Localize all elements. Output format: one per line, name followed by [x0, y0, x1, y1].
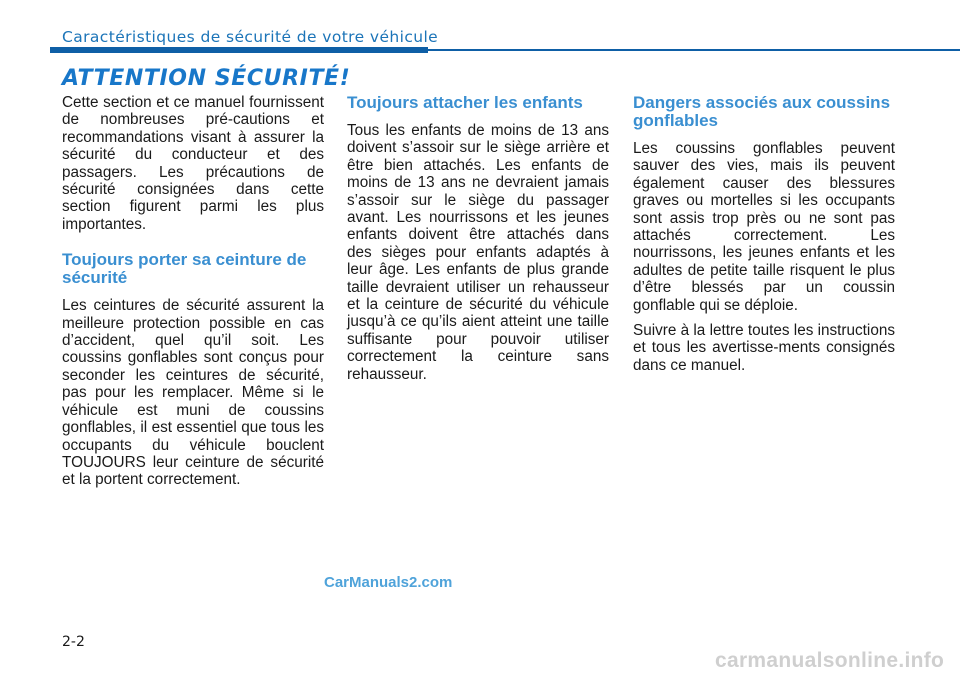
watermark-center[interactable]: CarManuals2.com [324, 574, 453, 591]
children-paragraph: Tous les enfants de moins de 13 ans doivent s’assoir sur le siège arrière et être bien attachés. Les enfants de moins de 13 ans ne devraient jamais s’assoir sur le siège du passager avant. Les nourrissons et les jeunes enfants doivent être attachés dans des sièges pour enfants adaptés à leur âge. Les enfants de plus grande taille devraient utiliser un rehausseur et la ceinture de sécurité du véhicule jusqu’à ce qu’ils aient atteint une taille suffisante pour pouvoir utiliser correctement la ceinture sans rehausseur. [347, 122, 609, 383]
seatbelt-heading: Toujours porter sa ceinture de sécurité [62, 250, 307, 288]
intro-paragraph: Cette section et ce manuel fournissent de nombreuses pré-cautions et recommandations visant à assurer la sécurité du conducteur et des passagers. Les précautions de sécurité consignées dans cette section figurent parmi les plus importantes. [62, 94, 324, 233]
airbag-heading: Dangers associés aux coussins gonflables [633, 93, 891, 130]
instructions-paragraph: Suivre à la lettre toutes les instructions et tous les avertisse-ments consignés dans ce manuel. [633, 322, 895, 374]
seatbelt-paragraph: Les ceintures de sécurité assurent la meilleure protection possible en cas d’accident, quel qu’il soit. Les coussins gonflables sont conçus pour seconder les ceintures de sécurité, pas pour les remplacer. Même si le véhicule est muni de coussins gonflables, il est essentiel que tous les occupants du véhicule bouclent TOUJOURS leur ceinture de sécurité et la portent correctement. [62, 297, 324, 489]
page-number: 2-2 [62, 634, 85, 650]
children-heading: Toujours attacher les enfants [347, 93, 583, 112]
section-heading: ATTENTION SÉCURITÉ! [62, 66, 351, 91]
column-3 [633, 94, 895, 382]
header-rule-thin [428, 49, 960, 51]
airbag-paragraph: Les coussins gonflables peuvent sauver des vies, mais ils peuvent également causer des blessures graves ou mortelles si les occupants sont assis trop près ou ne sont pas attachés correctement. Les nourrissons, les jeunes enfants et les adultes de petite taille risquent le plus d’être blessés par un coussin gonflable qui se déploie. [633, 140, 895, 314]
header-rule-thick [50, 47, 428, 53]
column-2 [347, 94, 609, 391]
column-1 [62, 94, 324, 497]
watermark-corner[interactable]: carmanualsonline.info [715, 649, 945, 672]
header-title: Caractéristiques de sécurité de votre véhicule [62, 28, 439, 46]
